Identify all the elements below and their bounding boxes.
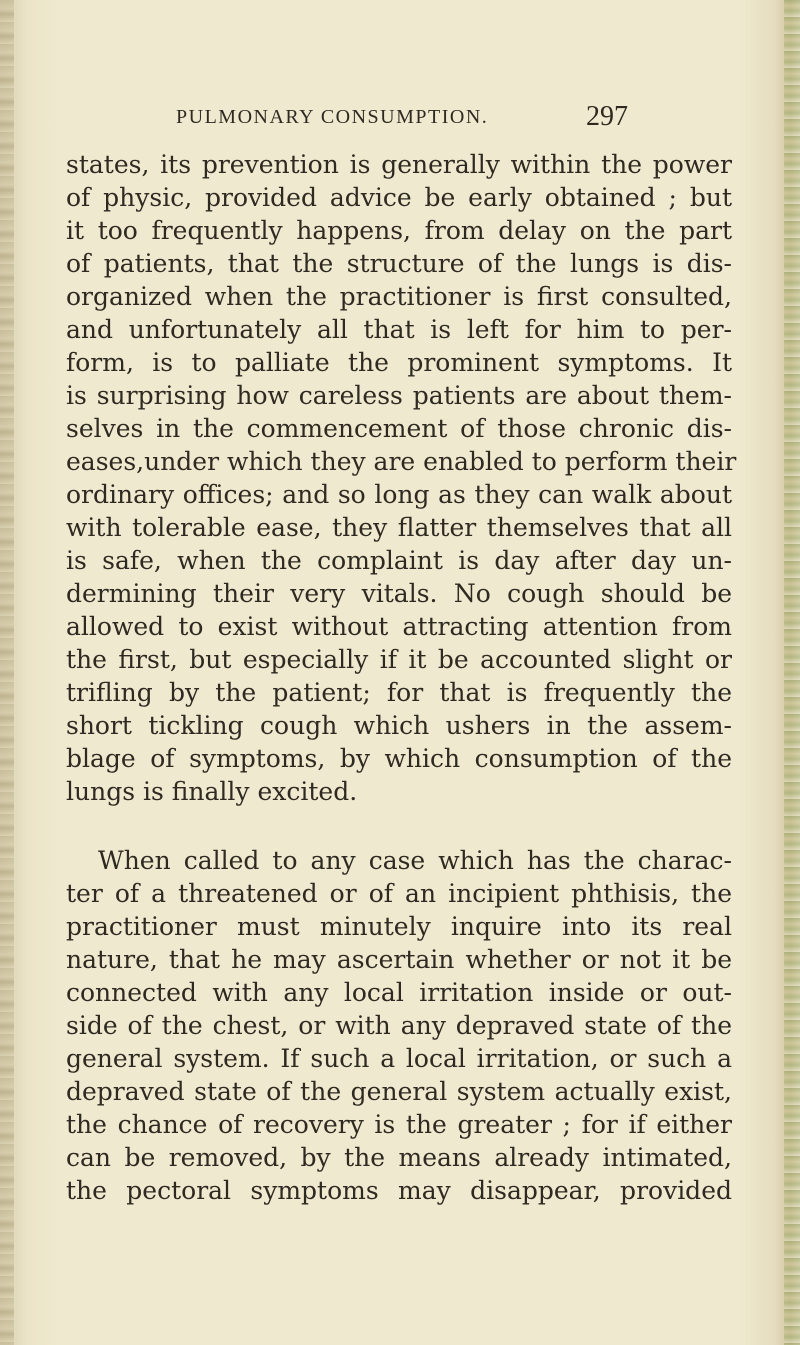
text-line: trifling by the patient; for that is frequently the <box>66 678 732 707</box>
text-line: the pectoral symptoms may disappear, provided <box>66 1176 732 1205</box>
body-text <box>66 148 737 1207</box>
text-line: is surprising how careless patients are about them- <box>66 381 732 410</box>
text-line: the first, but especially if it be accounted slight or <box>66 645 732 674</box>
text-line: general system. If such a local irritation, or such a <box>66 1044 732 1073</box>
page-binding-edge <box>0 0 14 1345</box>
text-line: eases,under which they are enabled to perform their <box>66 447 737 476</box>
text-line: selves in the commencement of those chronic dis- <box>66 414 732 443</box>
text-line: allowed to exist without attracting attention from <box>66 612 732 641</box>
text-line: states, its prevention is generally within the power <box>66 150 732 179</box>
text-line: lungs is finally excited. <box>66 777 358 806</box>
page-number: 297 <box>586 101 628 132</box>
paragraph-spacing <box>66 808 732 844</box>
text-line: is safe, when the complaint is day after day un- <box>66 546 732 575</box>
text-line: nature, that he may ascertain whether or not it be <box>66 945 732 974</box>
text-line: it too frequently happens, from delay on the part <box>66 216 732 245</box>
text-line: of physic, provided advice be early obtained ; but <box>66 183 732 212</box>
text-line: form, is to palliate the prominent symptoms. It <box>66 348 732 377</box>
text-line: connected with any local irritation inside or out- <box>66 978 732 1007</box>
text-line: short tickling cough which ushers in the assem- <box>66 711 732 740</box>
text-line: can be removed, by the means already intimated, <box>66 1143 732 1172</box>
text-line: depraved state of the general system actually exist, <box>66 1077 732 1106</box>
text-line: with tolerable ease, they flatter themselves that all <box>66 513 732 542</box>
page-fore-edge <box>784 0 800 1345</box>
text-line: When called to any case which has the charac- <box>98 846 732 875</box>
text-line: practitioner must minutely inquire into its real <box>66 912 732 941</box>
text-line: blage of symptoms, by which consumption of the <box>66 744 732 773</box>
text-line: and unfortunately all that is left for him to per- <box>66 315 732 344</box>
text-line: of patients, that the structure of the lungs is dis- <box>66 249 732 278</box>
text-line: side of the chest, or with any depraved state of the <box>66 1011 732 1040</box>
text-line: ordinary offices; and so long as they can walk about <box>66 480 732 509</box>
paragraph-1 <box>66 148 737 808</box>
paragraph-2 <box>66 844 732 1207</box>
text-line: the chance of recovery is the greater ; for if either <box>66 1110 732 1139</box>
text-line: dermining their very vitals. No cough should be <box>66 579 732 608</box>
text-line: ter of a threatened or of an incipient phthisis, the <box>66 879 732 908</box>
text-line: organized when the practitioner is first consulted, <box>66 282 732 311</box>
running-title: PULMONARY CONSUMPTION. <box>176 106 489 128</box>
running-head <box>176 101 628 136</box>
